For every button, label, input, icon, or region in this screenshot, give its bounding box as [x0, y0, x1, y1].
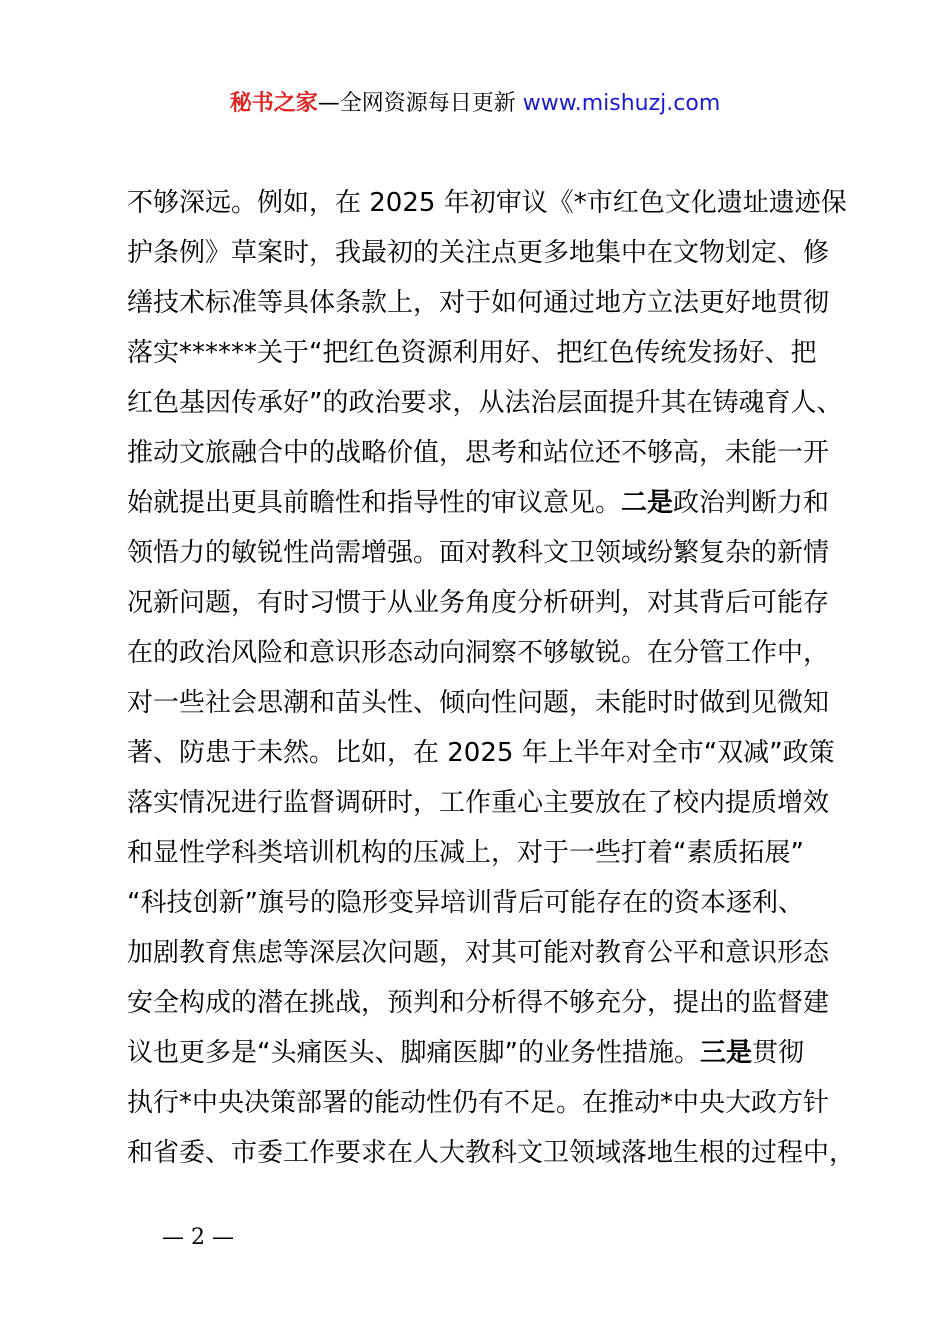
text-line: 红色基因传承好”的政治要求，从法治层面提升其在铸魂育人、: [127, 388, 843, 418]
text-line: 对一些社会思潮和苗头性、倾向性问题，未能时时做到见微知: [127, 688, 830, 718]
text-line: 落实情况进行监督调研时，工作重心主要放在了校内提质增效: [127, 788, 830, 818]
brand-name: 秘书之家: [229, 91, 318, 116]
point-marker: 三是: [699, 1038, 752, 1068]
text-line: 执行*中央决策部署的能动性仍有不足。在推动*中央大政方针: [127, 1088, 830, 1118]
text-line: 议也更多是“头痛医头、脚痛医脚”的业务性措施。三是贯彻: [127, 1038, 804, 1068]
text-line: 况新问题，有时习惯于从业务角度分析研判，对其背后可能存: [127, 588, 830, 618]
text-line: 领悟力的敏锐性尚需增强。面对教科文卫领域纷繁复杂的新情: [127, 538, 830, 568]
document-body: [127, 183, 856, 1183]
text-line: 护条例》草案时，我最初的关注点更多地集中在文物划定、修: [127, 238, 830, 268]
text-line: 在的政治风险和意识形态动向洞察不够敏锐。在分管工作中，: [127, 638, 830, 668]
text-line: 始就提出更具前瞻性和指导性的审议意见。二是政治判断力和: [127, 488, 830, 518]
header-tagline: —全网资源每日更新: [317, 91, 523, 116]
site-url-link[interactable]: www.mishuzj.com: [522, 91, 721, 116]
text-line: 落实******关于“把红色资源利用好、把红色传统发扬好、把: [127, 338, 817, 368]
text-line: 推动文旅融合中的战略价值，思考和站位还不够高，未能一开: [127, 438, 830, 468]
text-line: 加剧教育焦虑等深层次问题，对其可能对教育公平和意识形态: [127, 938, 830, 968]
text-line: 和显性学科类培训机构的压减上，对于一些打着“素质拓展”: [127, 838, 804, 868]
text-line: 缮技术标准等具体条款上，对于如何通过地方立法更好地贯彻: [127, 288, 830, 318]
text-line: 不够深远。例如，在 2025 年初审议《*市红色文化遗址遗迹保: [127, 188, 847, 218]
text-line: 和省委、市委工作要求在人大教科文卫领域落地生根的过程中，: [127, 1138, 856, 1168]
page-header: [0, 88, 950, 120]
point-marker: 二是: [621, 488, 674, 518]
text-line: “科技创新”旗号的隐形变异培训背后可能存在的资本逐利、: [127, 888, 804, 918]
page-number: — 2 —: [162, 1225, 234, 1250]
text-line: 著、防患于未然。比如，在 2025 年上半年对全市“双减”政策: [127, 738, 835, 768]
text-line: 安全构成的潜在挑战，预判和分析得不够充分，提出的监督建: [127, 988, 830, 1018]
